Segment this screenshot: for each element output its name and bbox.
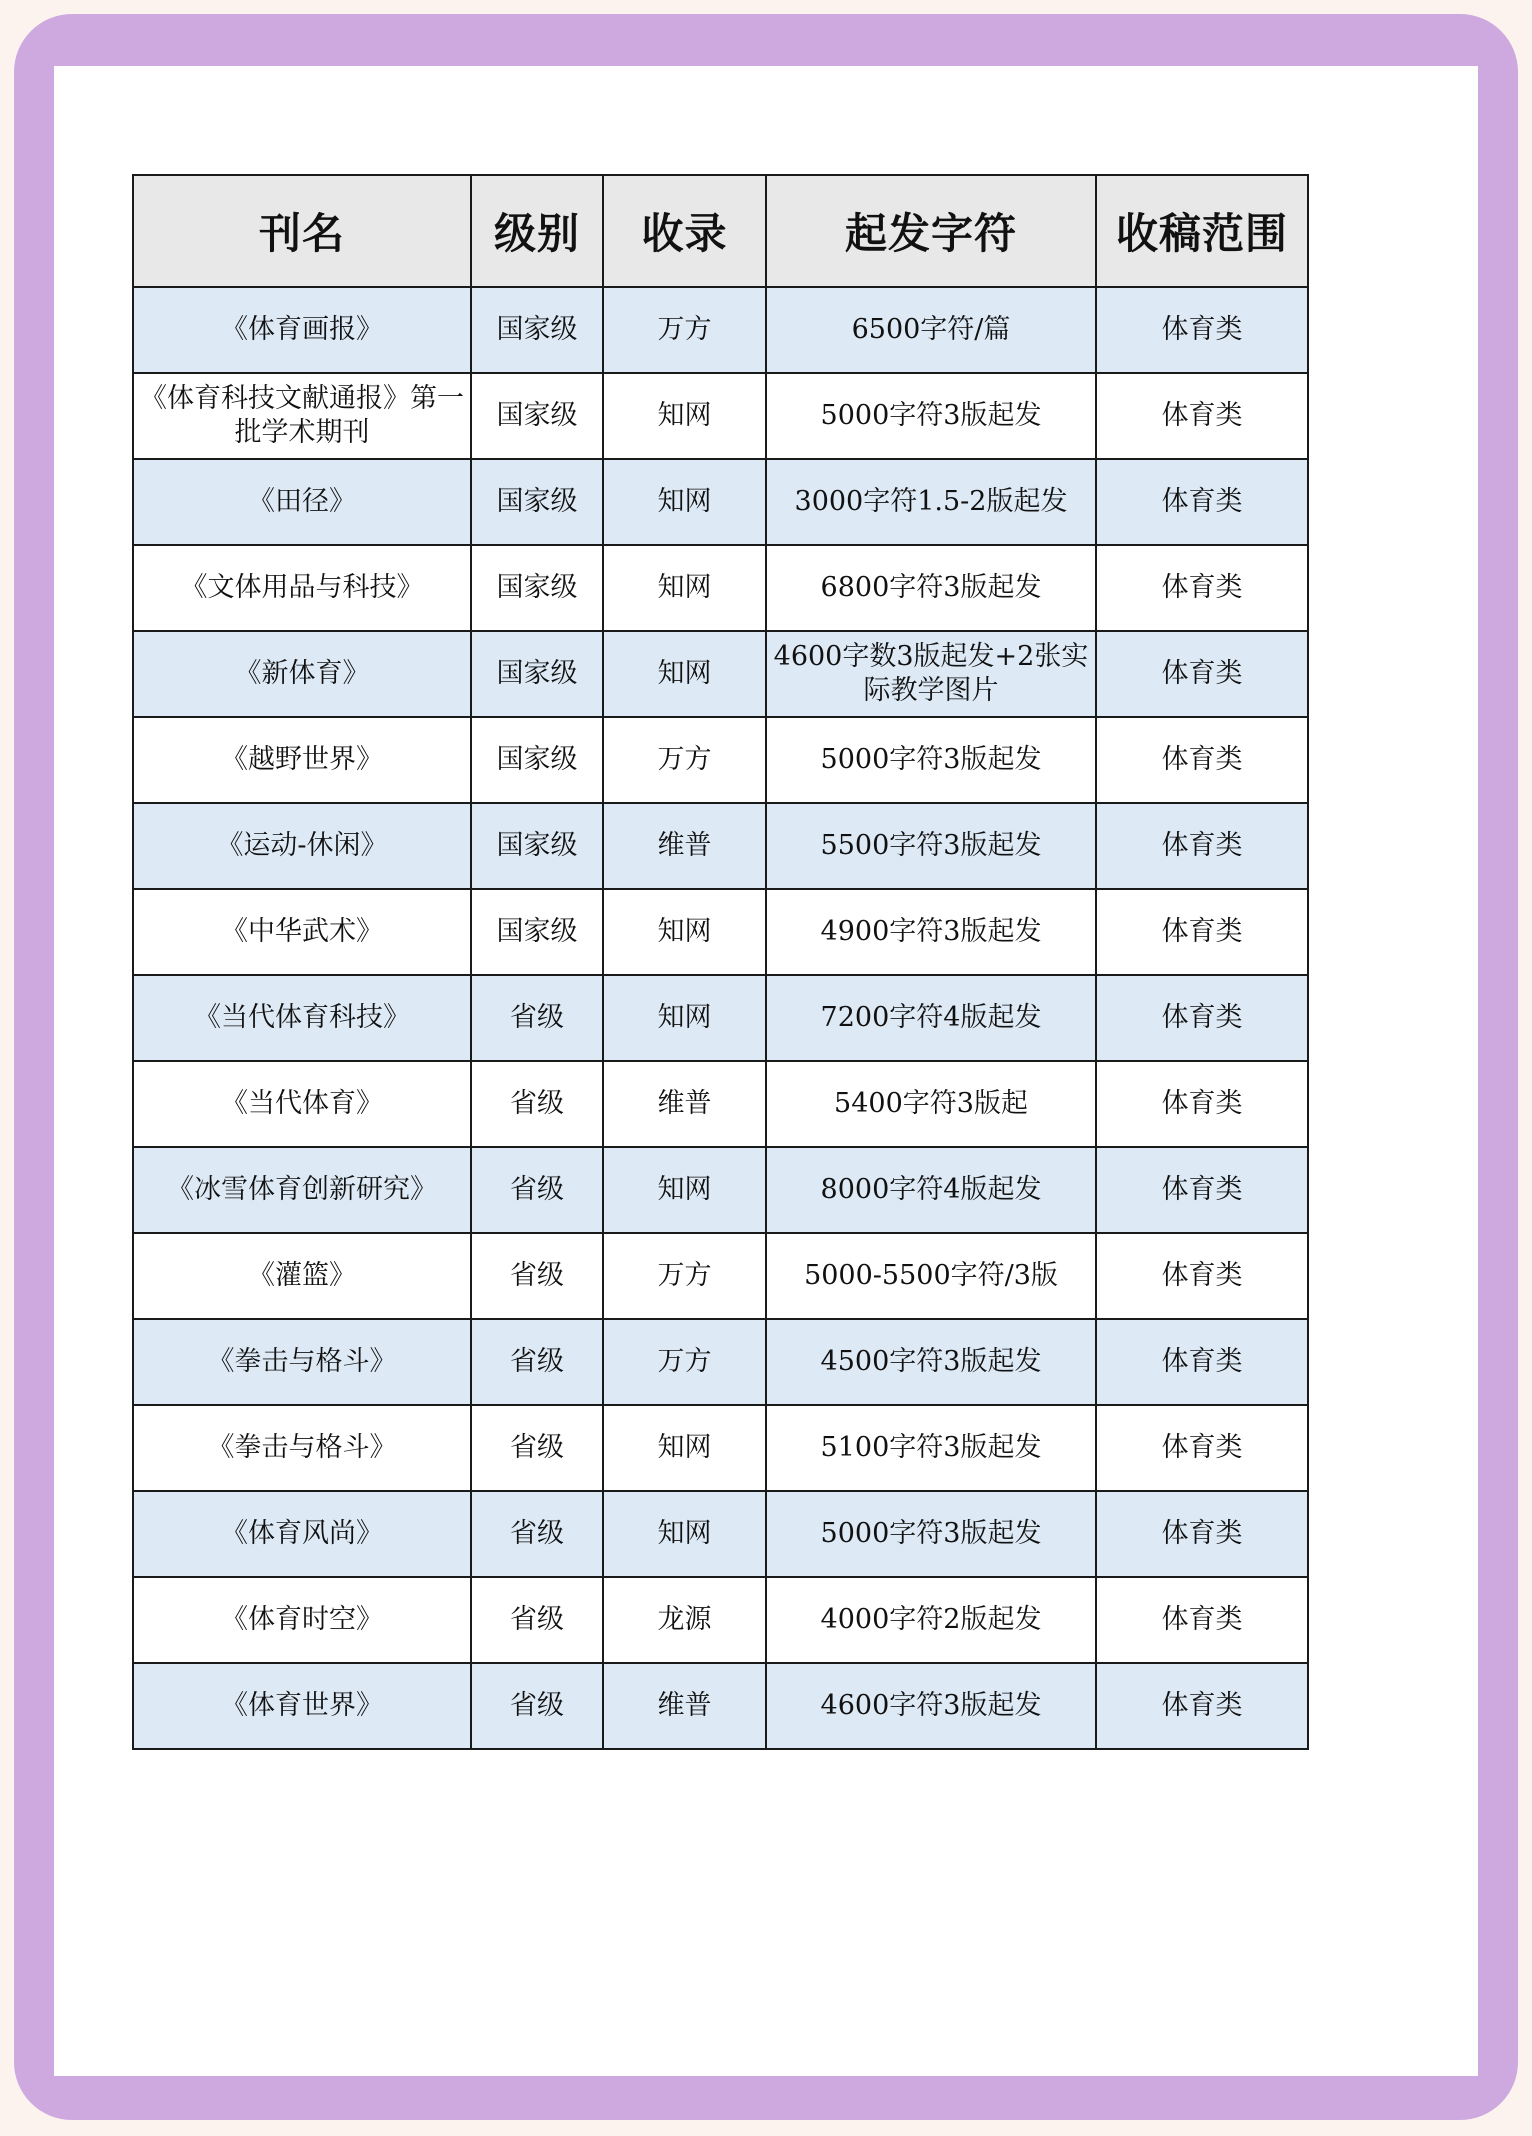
cell-journal-name: 《体育风尚》: [133, 1491, 471, 1577]
cell-level: 省级: [471, 1663, 603, 1749]
cell-journal-name: 《越野世界》: [133, 717, 471, 803]
table-header-row: [133, 175, 1308, 287]
cell-scope: 体育类: [1096, 545, 1308, 631]
table-row: [133, 1061, 1308, 1147]
cell-level: 国家级: [471, 287, 603, 373]
cell-level: 省级: [471, 1405, 603, 1491]
cell-level: 省级: [471, 1491, 603, 1577]
table-row: [133, 803, 1308, 889]
header-words: 起发字符: [766, 175, 1096, 287]
table-row: [133, 1663, 1308, 1749]
header-name: 刊名: [133, 175, 471, 287]
cell-level: 国家级: [471, 631, 603, 717]
table-row: [133, 1405, 1308, 1491]
header-level: 级别: [471, 175, 603, 287]
cell-level: 国家级: [471, 373, 603, 459]
cell-index-db: 维普: [603, 1061, 766, 1147]
cell-index-db: 知网: [603, 459, 766, 545]
cell-word-count: 6800字符3版起发: [766, 545, 1096, 631]
cell-word-count: 4600字符3版起发: [766, 1663, 1096, 1749]
cell-word-count: 7200字符4版起发: [766, 975, 1096, 1061]
cell-journal-name: 《文体用品与科技》: [133, 545, 471, 631]
cell-word-count: 6500字符/篇: [766, 287, 1096, 373]
table-row: [133, 287, 1308, 373]
cell-level: 国家级: [471, 803, 603, 889]
cell-word-count: 4600字数3版起发+2张实际教学图片: [766, 631, 1096, 717]
cell-scope: 体育类: [1096, 1491, 1308, 1577]
table-body: [133, 287, 1308, 1749]
cell-journal-name: 《体育时空》: [133, 1577, 471, 1663]
cell-journal-name: 《体育世界》: [133, 1663, 471, 1749]
cell-index-db: 龙源: [603, 1577, 766, 1663]
cell-scope: 体育类: [1096, 1577, 1308, 1663]
cell-index-db: 知网: [603, 373, 766, 459]
cell-index-db: 知网: [603, 1147, 766, 1233]
table-row: [133, 1233, 1308, 1319]
cell-index-db: 万方: [603, 1233, 766, 1319]
cell-index-db: 万方: [603, 287, 766, 373]
cell-word-count: 4000字符2版起发: [766, 1577, 1096, 1663]
table-row: [133, 545, 1308, 631]
table-row: [133, 1491, 1308, 1577]
cell-scope: 体育类: [1096, 717, 1308, 803]
cell-journal-name: 《当代体育》: [133, 1061, 471, 1147]
cell-index-db: 维普: [603, 803, 766, 889]
table-row: [133, 975, 1308, 1061]
cell-level: 省级: [471, 1319, 603, 1405]
table-row: [133, 889, 1308, 975]
cell-level: 国家级: [471, 459, 603, 545]
table-row: [133, 631, 1308, 717]
cell-scope: 体育类: [1096, 1147, 1308, 1233]
cell-journal-name: 《灌篮》: [133, 1233, 471, 1319]
cell-level: 省级: [471, 1061, 603, 1147]
cell-index-db: 知网: [603, 889, 766, 975]
cell-level: 省级: [471, 1233, 603, 1319]
cell-index-db: 知网: [603, 631, 766, 717]
cell-level: 国家级: [471, 717, 603, 803]
cell-scope: 体育类: [1096, 1061, 1308, 1147]
table-row: [133, 1147, 1308, 1233]
cell-index-db: 知网: [603, 1405, 766, 1491]
cell-word-count: 8000字符4版起发: [766, 1147, 1096, 1233]
cell-level: 省级: [471, 975, 603, 1061]
cell-journal-name: 《运动-休闲》: [133, 803, 471, 889]
cell-scope: 体育类: [1096, 1233, 1308, 1319]
cell-word-count: 3000字符1.5-2版起发: [766, 459, 1096, 545]
cell-journal-name: 《田径》: [133, 459, 471, 545]
cell-index-db: 万方: [603, 1319, 766, 1405]
cell-level: 国家级: [471, 889, 603, 975]
cell-journal-name: 《体育画报》: [133, 287, 471, 373]
cell-scope: 体育类: [1096, 803, 1308, 889]
cell-scope: 体育类: [1096, 631, 1308, 717]
cell-scope: 体育类: [1096, 1663, 1308, 1749]
cell-level: 省级: [471, 1577, 603, 1663]
cell-word-count: 5500字符3版起发: [766, 803, 1096, 889]
table-row: [133, 717, 1308, 803]
table-row: [133, 1319, 1308, 1405]
cell-scope: 体育类: [1096, 287, 1308, 373]
header-index: 收录: [603, 175, 766, 287]
table-row: [133, 459, 1308, 545]
cell-level: 国家级: [471, 545, 603, 631]
table-row: [133, 373, 1308, 459]
cell-word-count: 5000-5500字符/3版: [766, 1233, 1096, 1319]
cell-word-count: 5100字符3版起发: [766, 1405, 1096, 1491]
cell-word-count: 5000字符3版起发: [766, 717, 1096, 803]
cell-scope: 体育类: [1096, 1319, 1308, 1405]
cell-index-db: 维普: [603, 1663, 766, 1749]
cell-scope: 体育类: [1096, 889, 1308, 975]
cell-scope: 体育类: [1096, 373, 1308, 459]
cell-journal-name: 《拳击与格斗》: [133, 1319, 471, 1405]
table-row: [133, 1577, 1308, 1663]
cell-word-count: 4500字符3版起发: [766, 1319, 1096, 1405]
cell-scope: 体育类: [1096, 1405, 1308, 1491]
cell-index-db: 万方: [603, 717, 766, 803]
cell-journal-name: 《当代体育科技》: [133, 975, 471, 1061]
cell-index-db: 知网: [603, 975, 766, 1061]
cell-journal-name: 《新体育》: [133, 631, 471, 717]
cell-word-count: 5000字符3版起发: [766, 1491, 1096, 1577]
header-scope: 收稿范围: [1096, 175, 1308, 287]
cell-journal-name: 《冰雪体育创新研究》: [133, 1147, 471, 1233]
cell-journal-name: 《拳击与格斗》: [133, 1405, 471, 1491]
cell-word-count: 5000字符3版起发: [766, 373, 1096, 459]
cell-level: 省级: [471, 1147, 603, 1233]
journal-table: [132, 174, 1309, 1750]
cell-scope: 体育类: [1096, 459, 1308, 545]
cell-index-db: 知网: [603, 545, 766, 631]
cell-scope: 体育类: [1096, 975, 1308, 1061]
cell-word-count: 4900字符3版起发: [766, 889, 1096, 975]
cell-word-count: 5400字符3版起: [766, 1061, 1096, 1147]
cell-journal-name: 《体育科技文献通报》第一批学术期刊: [133, 373, 471, 459]
cell-index-db: 知网: [603, 1491, 766, 1577]
cell-journal-name: 《中华武术》: [133, 889, 471, 975]
